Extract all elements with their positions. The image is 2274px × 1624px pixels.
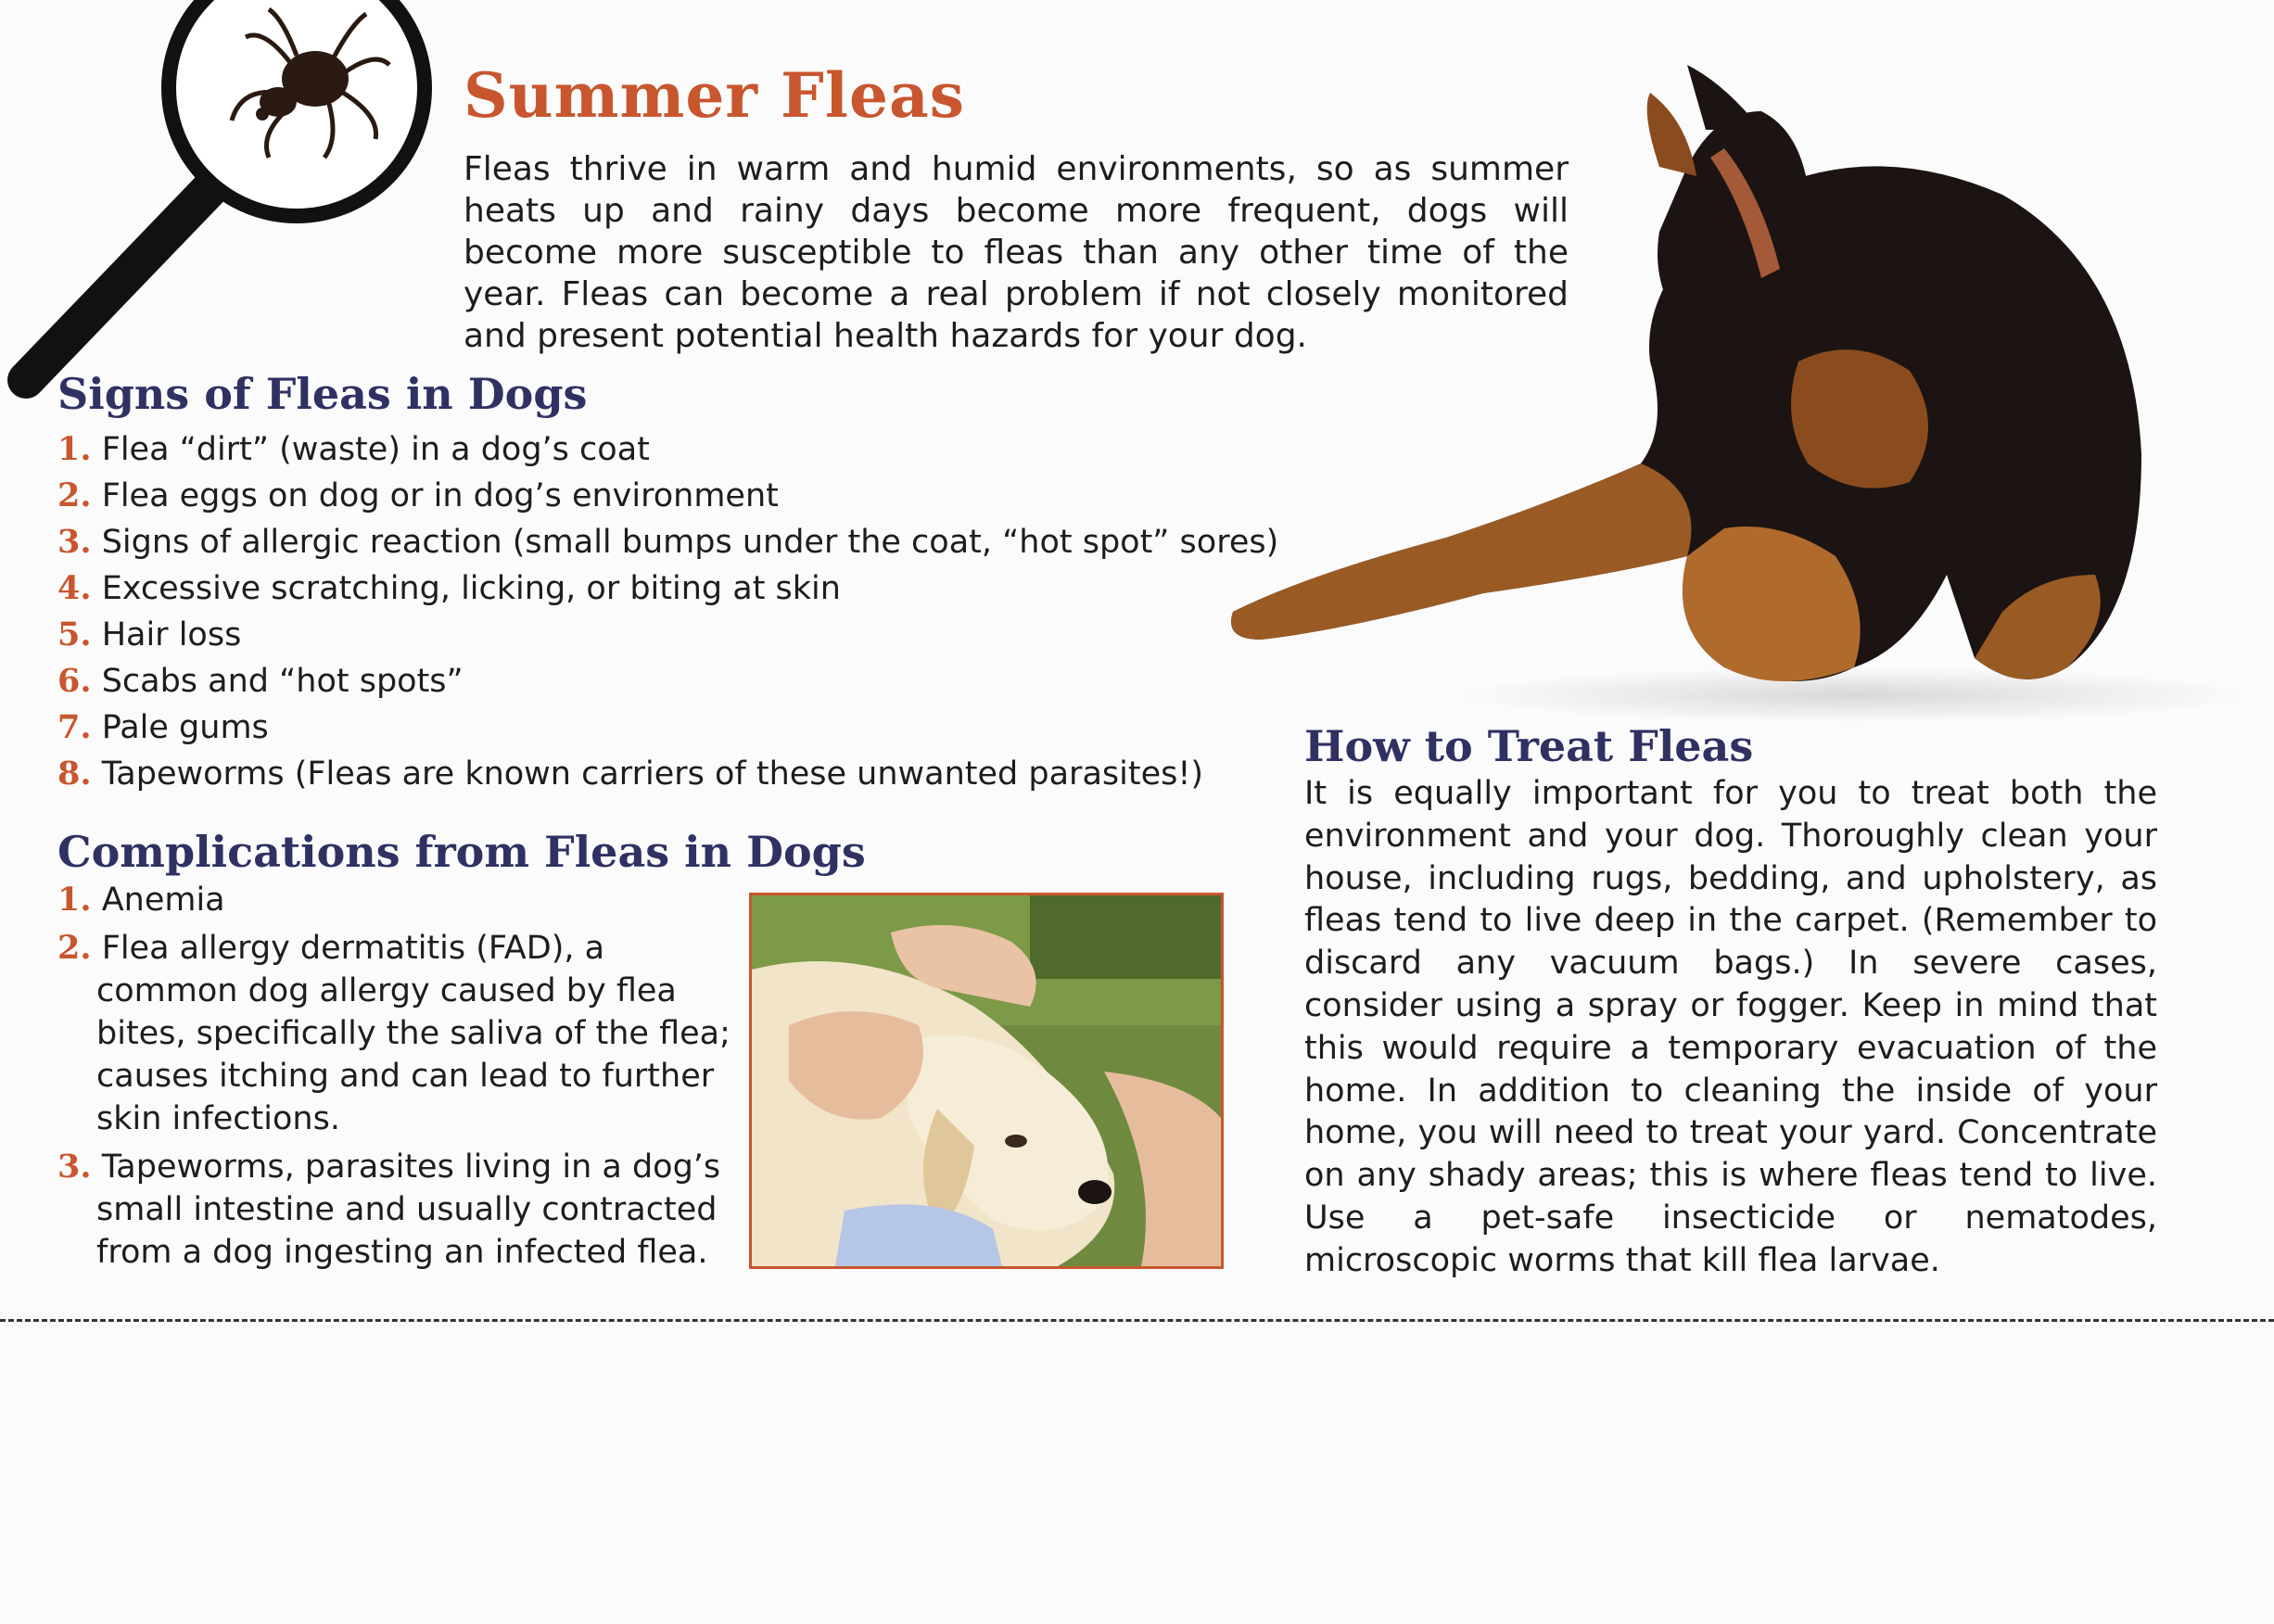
list-number: 5.	[57, 615, 92, 653]
dog-scratching-image	[1205, 56, 2274, 732]
list-item-text: Hair loss	[101, 616, 242, 653]
intro-paragraph: Fleas thrive in warm and humid environments, so as summer heats up and rainy days become more frequent, dogs will become more susceptible to fleas than any other time of the year. Fleas can become a real problem if not closely monitored and present potential health hazards for your dog.	[464, 150, 1569, 355]
puppy-photo-image	[752, 895, 1221, 1266]
list-item-text: Anemia	[101, 882, 225, 919]
list-number: 1.	[57, 881, 92, 919]
list-number: 2.	[57, 929, 92, 967]
list-item	[57, 612, 1278, 658]
list-item-text: Scabs and “hot spots”	[101, 663, 464, 700]
list-number: 3.	[57, 523, 92, 561]
list-item-text: Tapeworms (Fleas are known carriers of these unwanted parasites!)	[101, 755, 1204, 793]
list-item	[57, 751, 1278, 797]
list-number: 3.	[57, 1148, 92, 1186]
magnifying-glass-tick-icon	[0, 0, 445, 408]
list-number: 8.	[57, 755, 92, 793]
list-item-text: Pale gums	[101, 709, 269, 746]
list-item	[57, 658, 1278, 704]
complications-heading: Complications from Fleas in Dogs	[57, 827, 866, 877]
list-item	[57, 879, 734, 921]
page-title: Summer Fleas	[464, 59, 965, 132]
list-item	[57, 927, 734, 1140]
signs-heading: Signs of Fleas in Dogs	[57, 369, 588, 419]
list-number: 1.	[57, 430, 92, 468]
list-number: 6.	[57, 662, 92, 700]
list-item	[57, 519, 1278, 565]
list-item	[57, 473, 1278, 519]
list-item-text: Flea “dirt” (waste) in a dog’s coat	[101, 431, 650, 468]
treat-paragraph: It is equally important for you to treat both the environment and your dog. Thoroughly clean your house, including rugs, bedding, and upholstery, as fleas tend to live deep in the carpet. (Remember to discard any vacuum bags.) In severe cases, consider using a spray or fogger. Keep in mind that this would require a temporary evacuation of the home. In addition to cleaning the inside of your home, you will need to treat your yard. Concentrate on any shady areas; this is where fleas tend to live. Use a pet-safe insecticide or nematodes, microscopic worms that kill flea larvae.	[1304, 775, 2157, 1279]
list-item	[57, 426, 1278, 473]
list-item	[57, 565, 1278, 612]
list-item	[57, 704, 1278, 751]
list-number: 7.	[57, 708, 92, 746]
list-item-text: Flea eggs on dog or in dog’s environment	[101, 477, 779, 514]
cut-line-divider	[0, 1319, 2274, 1322]
list-number: 4.	[57, 569, 92, 607]
puppy-photo	[749, 893, 1224, 1269]
list-item-text: Flea allergy dermatitis (FAD), a common dog allergy caused by flea bites, specifically the saliva of the flea; causes itching and can lead to further skin infections.	[96, 930, 730, 1137]
list-item-text: Excessive scratching, licking, or biting at skin	[101, 570, 841, 607]
list-item	[57, 1146, 734, 1274]
complications-list	[57, 879, 734, 1279]
list-item-text: Tapeworms, parasites living in a dog’s small intestine and usually contracted from a dog ingesting an infected flea.	[96, 1148, 721, 1271]
list-number: 2.	[57, 476, 92, 514]
treat-heading: How to Treat Fleas	[1304, 721, 1754, 771]
list-item-text: Signs of allergic reaction (small bumps under the coat, “hot spot” sores)	[101, 524, 1279, 561]
signs-list	[57, 426, 1278, 797]
